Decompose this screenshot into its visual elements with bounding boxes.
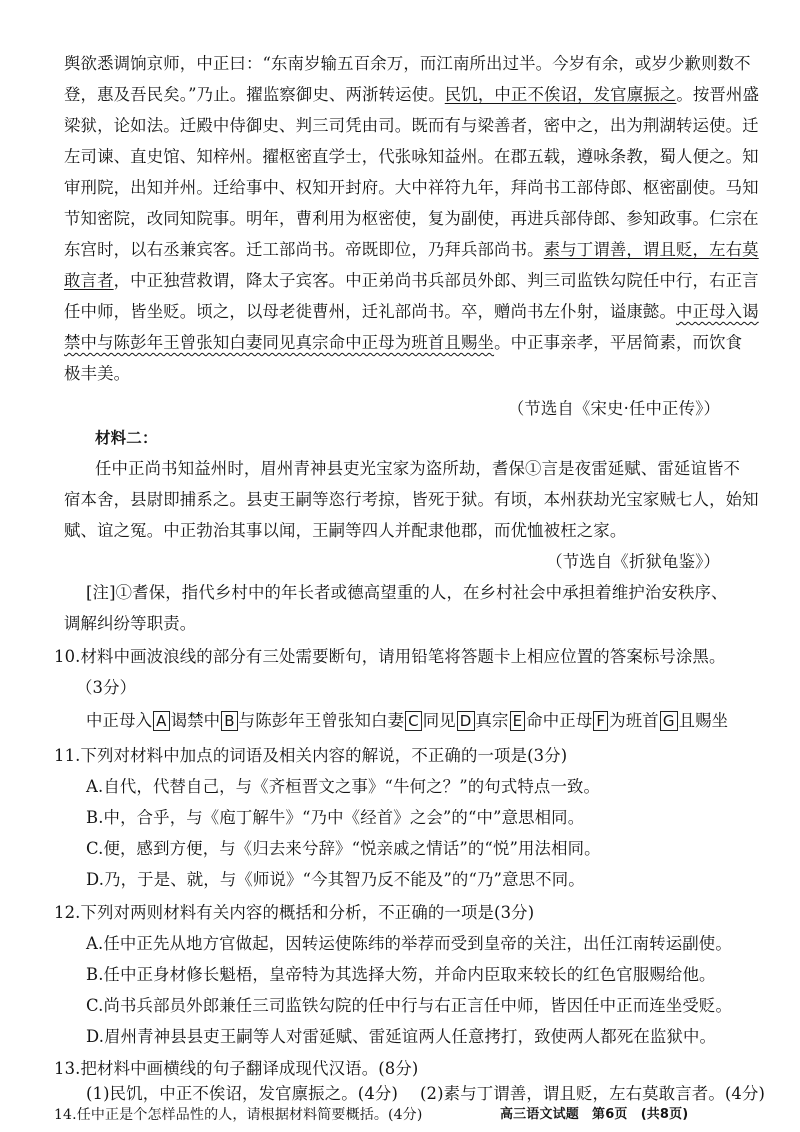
question-10-points: （3分） — [76, 678, 137, 697]
option-box-c[interactable]: C — [405, 711, 422, 731]
page-footer: 高三语文试题 第6页 (共8页) — [500, 1107, 689, 1122]
underlined-sentence-1: 民饥，中正不俟诏，发官廪振之 — [444, 85, 677, 104]
question-12-option-a: A.任中正先从地方官做起，因转运使陈纬的举荐而受到皇帝的关注，出任江南转运副使。 — [86, 934, 732, 953]
passage-line: 任中师，皆坐贬。顷之，以母老徙曹州，迁礼部尚书。卒，赠尚书左仆射，谥康懿。中正母入谒 — [64, 302, 759, 321]
source-citation-2: （节选自《折狱龟鉴》） — [546, 552, 720, 571]
question-12-option-b: B.任中正身材修长魁梧，皇帝特为其选择大笏，并命内臣取来较长的红色官服赐给他。 — [86, 965, 716, 984]
option-box-a[interactable]: A — [153, 711, 169, 731]
question-13-item-2: (2)素与丁谓善，谓且贬，左右莫敢言者。(4分) — [420, 1084, 766, 1103]
passage-line: 禁中与陈彭年王曾张知白妻同见真宗命中正母为班首且赐坐。中正事亲孝，平居简素，而饮食 — [64, 333, 743, 352]
question-11-stem: 11.下列对材料中加点的词语及相关内容的解说，不正确的一项是(3分) — [54, 746, 568, 765]
passage-line: 节知密院，改同知院事。明年，曹利用为枢密使，复为副使，再进兵部侍郎、参知政事。仁宗在 — [64, 209, 759, 228]
wavy-underlined-passage-cont: 禁中与陈彭年王曾张知白妻同见真宗命中正母为班首且赐坐 — [64, 333, 495, 352]
passage-line: 宿本舍，县尉即捕系之。县吏王嗣等恣行考掠，皆死于狱。有顷，本州获劫光宝家贼七人，始知 — [64, 490, 759, 509]
wavy-underlined-passage: 中正母入谒 — [676, 302, 759, 321]
passage-line: 审刑院，出知并州。迁给事中、权知开封府。大中祥符九年，拜尚书工部侍郎、枢密副使。马知 — [64, 178, 759, 197]
option-box-g[interactable]: G — [660, 711, 678, 731]
question-11-option-d: D.乃，于是、就，与《师说》“今其智乃反不能及”的“乃”意思不同。 — [86, 870, 585, 889]
passage-line: 梁狱，论如法。迁殿中侍御史、判三司凭由司。既而有与梁善者，密中之，出为荆湖转运使。迁 — [64, 116, 759, 135]
option-box-e[interactable]: E — [510, 711, 526, 731]
option-box-f[interactable]: F — [593, 711, 608, 731]
passage-line: 极丰美。 — [64, 364, 131, 383]
question-12-option-c: C.尚书兵部员外郎兼任三司监铁勾院的任中行与右正言任中师，皆因任中正而连坐受贬。 — [86, 996, 733, 1015]
passage-line: 赋、谊之冤。中正勃治其事以闻，王嗣等四人并配隶他郡，而优恤被枉之家。 — [64, 521, 627, 540]
question-12-stem: 12.下列对两则材料有关内容的概括和分析，不正确的一项是(3分) — [54, 903, 535, 922]
question-13-item-1: (1)民饥，中正不俟诏，发官廪振之。(4分) — [86, 1084, 398, 1103]
underlined-sentence-2-cont: 敢言者 — [64, 271, 114, 290]
passage-line: 任中正尚书知益州时，眉州青神县吏光宝家为盗所劫，耆保①言是夜雷延赋、雷延谊皆不 — [95, 459, 741, 478]
passage-line: 东宫时，以右丞兼宾客。迁工部尚书。帝既即位，乃拜兵部尚书。素与丁谓善，谓且贬，左右莫 — [64, 240, 759, 259]
material2-heading: 材料二： — [95, 429, 158, 447]
question-11-option-b: B.中，合乎，与《庖丁解牛》“乃中《经首》之会”的“中”意思相同。 — [86, 808, 585, 827]
underlined-sentence-2: 素与丁谓善，谓且贬，左右莫 — [543, 240, 759, 259]
source-citation-1: （节选自《宋史·任中正传》） — [507, 399, 720, 418]
question-13-stem: 13.把材料中画横线的句子翻译成现代汉语。(8分) — [54, 1059, 419, 1078]
annotation-note: [注]①耆保，指代乡村中的年长者或德高望重的人，在乡村社会中承担着维护治安秩序、 — [86, 583, 728, 602]
passage-line: 舆欲悉调饷京师，中正曰：“东南岁输五百余万，而江南所出过半。今岁有余，或岁少歉则数不 — [64, 54, 751, 73]
passage-line: 登，惠及吾民矣。”乃止。擢监察御史、两浙转运使。民饥，中正不俟诏，发官廪振之。按晋州盛 — [64, 85, 760, 104]
option-box-d[interactable]: D — [457, 711, 475, 731]
question-12-option-d: D.眉州青神县县吏王嗣等人对雷延赋、雷延谊两人任意拷打，致使两人都死在监狱中。 — [86, 1027, 717, 1046]
option-box-b[interactable]: B — [221, 711, 237, 731]
question-14-stem: 14.任中正是个怎样品性的人，请根据材料简要概括。(4分) — [54, 1107, 423, 1123]
question-11-option-a: A.自代，代替自己，与《齐桓晋文之事》“牛何之？”的句式特点一致。 — [86, 777, 601, 796]
question-10-stem: 10.材料中画波浪线的部分有三处需要断句，请用铅笔将答题卡上相应位置的答案标号涂黑。 — [54, 647, 726, 666]
question-11-option-c: C.便，感到方便，与《归去来兮辞》“悦亲戚之情话”的“悦”用法相同。 — [86, 839, 601, 858]
question-10-sentence: 中正母入 A 谒禁中 B 与陈彭年王曾张知白妻 C 同见 D 真宗 E 命中正母 F 为班首 G 且赐坐 — [86, 711, 729, 730]
passage-line: 敢言者，中正独营救谓，降太子宾客。中正弟尚书兵部员外郎、判三司监铁勾院任中行，右正言 — [64, 271, 759, 290]
passage-line: 左司谏、直史馆、知梓州。擢枢密直学士，代张咏知益州。在郡五载，遵咏条教，蜀人便之。知 — [64, 147, 759, 166]
annotation-note: 调解纠纷等职责。 — [64, 614, 197, 633]
